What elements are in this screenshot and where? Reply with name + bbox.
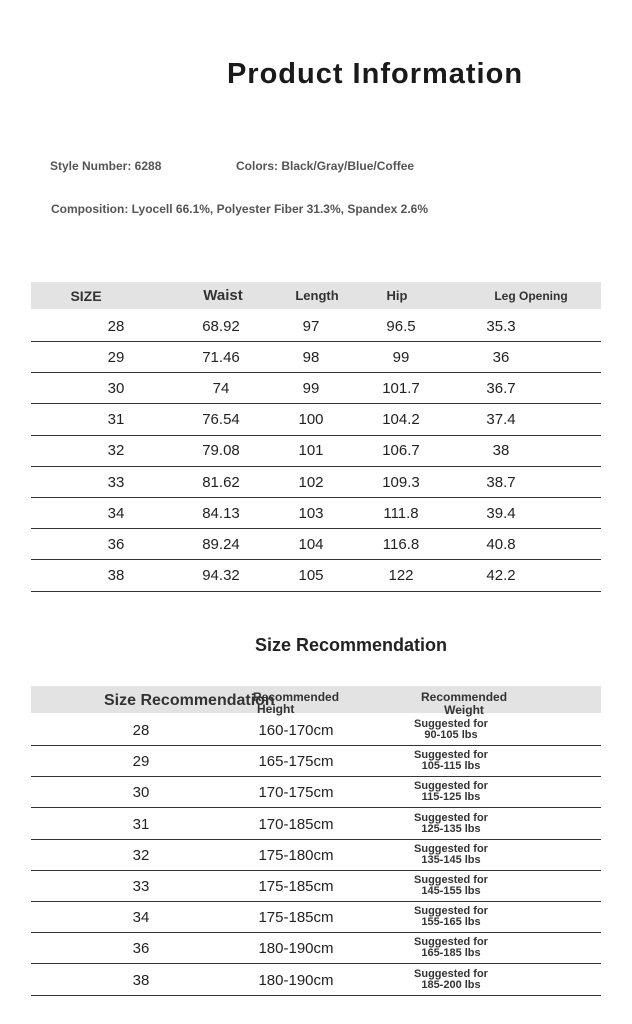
cell-length: 102 (298, 473, 324, 491)
cell-height: 170-175cm (258, 784, 334, 802)
section-title: Size Recommendation (255, 635, 448, 655)
cell-waist: 76.54 (202, 411, 240, 429)
table-row (31, 840, 601, 871)
cell-weight: Suggested for 165-185 lbs (414, 936, 488, 960)
cell-hip: 111.8 (383, 504, 419, 522)
cell-height: 165-175cm (258, 753, 334, 771)
table-row (31, 871, 601, 902)
table-row (31, 561, 601, 592)
cell-leg-opening: 35.3 (486, 317, 516, 335)
table-row (31, 529, 601, 560)
table-row (31, 467, 601, 498)
cell-size: 38 (132, 971, 150, 989)
cell-waist: 74 (212, 379, 230, 397)
cell-size: 29 (107, 348, 125, 366)
cell-size: 30 (107, 379, 125, 397)
cell-waist: 79.08 (202, 442, 240, 460)
cell-size: 29 (132, 753, 150, 771)
cell-weight: Suggested for 115-125 lbs (414, 780, 488, 804)
page-title: Product Information (226, 58, 524, 90)
table-row (31, 436, 601, 467)
cell-leg-opening: 42.2 (486, 567, 516, 585)
cell-hip: 104.2 (382, 411, 420, 429)
cell-weight: Suggested for 105-115 lbs (414, 749, 488, 773)
cell-size: 36 (107, 535, 125, 553)
cell-waist: 94.32 (202, 567, 240, 585)
table-row (31, 809, 601, 840)
header-waist: Waist (203, 287, 243, 304)
table-row (31, 311, 601, 342)
cell-hip: 96.5 (386, 317, 416, 335)
cell-weight: Suggested for 125-135 lbs (414, 811, 488, 835)
cell-hip: 109.3 (382, 473, 420, 491)
cell-leg-opening: 36.7 (486, 379, 516, 397)
cell-height: 170-185cm (258, 815, 334, 833)
table-row (31, 715, 601, 746)
cell-hip: 122 (388, 567, 414, 585)
cell-size: 28 (132, 722, 150, 739)
cell-size: 32 (132, 846, 150, 864)
cell-leg-opening: 38.7 (486, 473, 516, 491)
cell-hip: 106.7 (382, 442, 420, 460)
header-recommended-height: Recommended Height (253, 690, 340, 716)
cell-weight: Suggested for 145-155 lbs (414, 874, 488, 897)
table-row (31, 965, 601, 996)
size-table-header (31, 282, 601, 309)
recommendation-table-header (31, 686, 601, 717)
header-hip: Hip (386, 288, 408, 303)
cell-leg-opening: 39.4 (486, 504, 516, 522)
cell-length: 101 (298, 442, 324, 460)
cell-size: 30 (132, 784, 150, 802)
cell-leg-opening: 36 (492, 348, 510, 366)
cell-height: 175-180cm (258, 846, 334, 864)
cell-size: 38 (107, 567, 125, 585)
header-size-recommendation: Size Recommendation (104, 692, 275, 709)
cell-hip: 99 (392, 348, 410, 366)
cell-size: 31 (132, 815, 150, 833)
cell-size: 34 (132, 909, 150, 927)
cell-weight: Suggested for 90-105 lbs (414, 718, 488, 741)
table-row (31, 342, 601, 373)
cell-size: 33 (132, 878, 150, 895)
cell-waist: 84.13 (202, 504, 240, 522)
cell-hip: 116.8 (382, 535, 420, 553)
table-row (31, 746, 601, 777)
cell-leg-opening: 37.4 (486, 411, 516, 429)
composition-info: Composition: Lyocell 66.1%, Polyester Fiber 31.3%, Spandex 2.6% (51, 202, 429, 216)
cell-height: 160-170cm (258, 722, 334, 739)
table-row (31, 902, 601, 933)
cell-weight: Suggested for 185-200 lbs (414, 967, 488, 991)
cell-length: 104 (298, 535, 324, 553)
table-row (31, 777, 601, 808)
cell-leg-opening: 38 (492, 442, 510, 460)
table-row (31, 498, 601, 529)
cell-size: 28 (107, 317, 125, 335)
cell-leg-opening: 40.8 (486, 535, 516, 553)
cell-waist: 89.24 (202, 535, 240, 553)
header-leg-opening: Leg Opening (494, 288, 568, 303)
cell-waist: 68.92 (202, 317, 240, 335)
cell-length: 97 (302, 317, 320, 335)
header-length: Length (295, 288, 339, 303)
cell-size: 36 (132, 940, 150, 958)
header-recommended-weight: Recommended Weight (421, 690, 508, 717)
colors-info: Colors: Black/Gray/Blue/Coffee (236, 159, 415, 173)
cell-size: 34 (107, 504, 125, 522)
cell-size: 31 (107, 411, 125, 429)
cell-height: 175-185cm (258, 878, 334, 895)
cell-height: 180-190cm (258, 971, 334, 989)
cell-weight: Suggested for 155-165 lbs (414, 905, 488, 929)
table-row (31, 373, 601, 404)
table-row (31, 405, 601, 436)
table-row (31, 933, 601, 964)
header-size: SIZE (70, 287, 102, 304)
style-number: Style Number: 6288 (50, 159, 162, 173)
cell-length: 99 (302, 379, 320, 397)
cell-hip: 101.7 (382, 379, 420, 397)
cell-size: 33 (107, 473, 125, 491)
cell-height: 180-190cm (258, 940, 334, 958)
cell-length: 103 (298, 504, 324, 522)
cell-size: 32 (107, 442, 125, 460)
cell-weight: Suggested for 135-145 lbs (414, 842, 488, 866)
cell-waist: 81.62 (202, 473, 240, 491)
cell-length: 105 (298, 567, 324, 585)
cell-length: 100 (298, 411, 324, 429)
cell-length: 98 (302, 348, 320, 366)
cell-waist: 71.46 (202, 348, 240, 366)
cell-height: 175-185cm (258, 909, 334, 927)
